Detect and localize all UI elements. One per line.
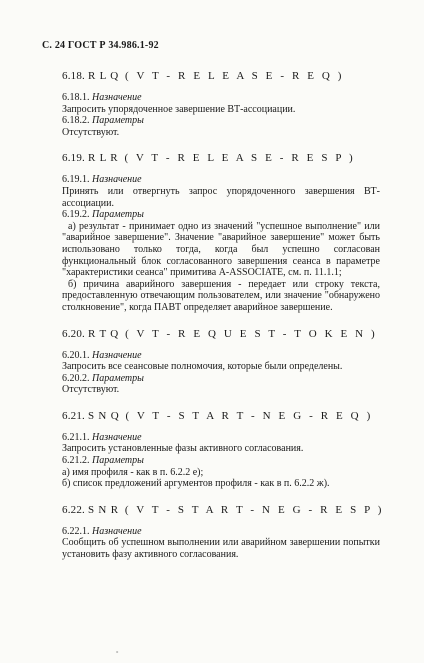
- paragraph-6-20-1: Запросить все сеансовые полномочия, которые были определены.: [62, 361, 343, 373]
- section-heading-6-22: 6.22. S N R ( V T - S T A R T - N E G - R E S P ): [62, 503, 385, 516]
- subsection-6-18-2: 6.18.2. Параметры: [62, 115, 144, 127]
- page-header: С. 24 ГОСТ Р 34.986.1-92: [42, 40, 159, 51]
- section-heading-6-20: 6.20. R T Q ( V T - R E Q U E S T - T O K E N ): [62, 327, 378, 340]
- paragraph-6-20-2: Отсутствуют.: [62, 384, 120, 396]
- list-item-6-21-2-b: б) список предложений аргументов профиля - как в п. 6.2.2 ж).: [62, 478, 330, 490]
- section-heading-6-21: 6.21. S N Q ( V T - S T A R T - N E G - R E Q ): [62, 409, 373, 422]
- list-item-6-21-2-a: а) имя профиля - как в п. 6.2.2 е);: [62, 466, 204, 478]
- subsection-6-21-1: 6.21.1. Назначение: [62, 431, 142, 443]
- paragraph-6-18-2: Отсутствуют.: [62, 126, 120, 138]
- section-heading-6-18: 6.18. R L Q ( V T - R E L E A S E - R E Q ): [62, 70, 345, 82]
- paragraph-6-19-1: Принять или отвергнуть запрос упорядоченного завершения ВТ-ассоциации.: [62, 185, 380, 209]
- subsection-6-22-1: 6.22.1. Назначение: [62, 525, 142, 537]
- subsection-6-18-1: 6.18.1. Назначение: [62, 92, 142, 103]
- list-item-6-19-2-b: б) причина аварийного завершения - передает или строку текста, предоставленную отвечающим пользователем, или значение "обнаружено столкновение", когда ПАВТ определяет аварийное завершение.: [62, 278, 380, 313]
- subsection-6-20-1: 6.20.1. Назначение: [62, 349, 142, 361]
- subsection-6-19-2: 6.19.2. Параметры: [62, 209, 144, 221]
- paragraph-6-18-1: Запросить упорядоченное завершение ВТ-ассоциации.: [62, 103, 296, 115]
- section-heading-6-19: 6.19. R L R ( V T - R E L E A S E - R E S P ): [62, 152, 356, 165]
- list-item-6-19-2-a: а) результат - принимает одно из значений "успешное выполнение" или "аварийное завершение". Значение "аварийное завершение" может быть использовано только тогда, когда был успешно согласован функциональный блок согласованного завершения сеанса в параметре "характеристики сеанса" примитива A-ASSOCIATE, см. п. 11.1.1;: [62, 220, 380, 279]
- footer-mark: °: [116, 651, 119, 657]
- page-content: [62, 70, 385, 561]
- paragraph-6-22-1: Сообщить об успешном выполнении или аварийном завершении попытки установить фазу активного согласования.: [62, 537, 380, 561]
- subsection-6-21-2: 6.21.2. Параметры: [62, 455, 144, 467]
- subsection-6-20-2: 6.20.2. Параметры: [62, 372, 144, 384]
- paragraph-6-21-1: Запросить установленные фазы активного согласования.: [62, 443, 304, 455]
- subsection-6-19-1: 6.19.1. Назначение: [62, 174, 142, 186]
